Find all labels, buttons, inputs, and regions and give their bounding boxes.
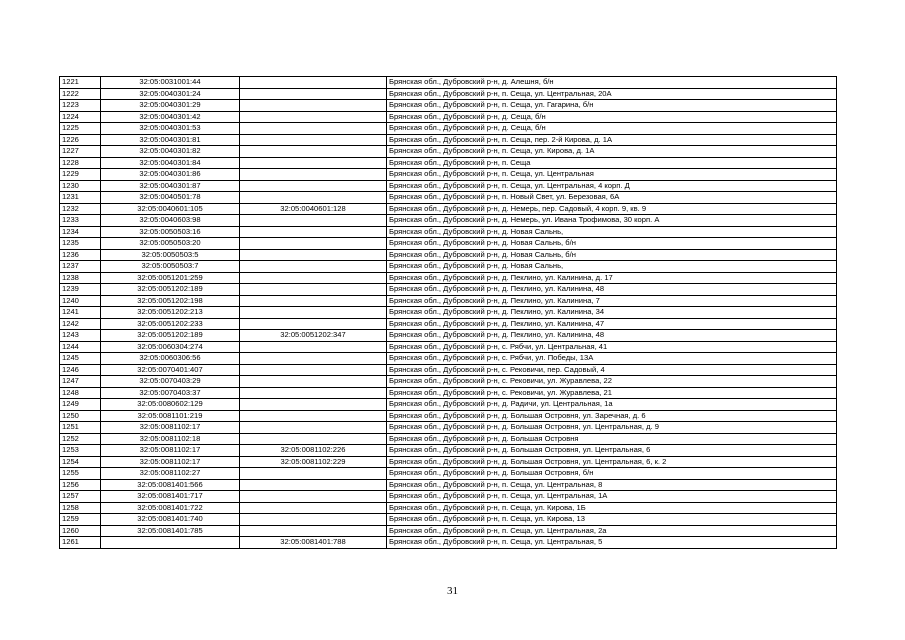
- property-table-body: [60, 77, 837, 549]
- row-number-cell: 1254: [60, 456, 101, 468]
- cadastral-number-cell: 32:05:0040301:29: [101, 100, 240, 112]
- parent-cadastral-number-cell: [240, 376, 387, 388]
- parent-cadastral-number-cell: [240, 123, 387, 135]
- cadastral-number-cell: 32:05:0040301:81: [101, 134, 240, 146]
- row-number-cell: 1261: [60, 537, 101, 549]
- address-cell: Брянская обл., Дубровский р-н, п. Сеща, ул. Центральная, 4 корп. Д: [387, 180, 837, 192]
- parent-cadastral-number-cell: [240, 215, 387, 227]
- row-number-cell: 1236: [60, 249, 101, 261]
- row-number-cell: 1245: [60, 353, 101, 365]
- parent-cadastral-number-cell: [240, 468, 387, 480]
- cadastral-number-cell: 32:05:0031001:44: [101, 77, 240, 89]
- cadastral-number-cell: 32:05:0070403:37: [101, 387, 240, 399]
- row-number-cell: 1252: [60, 433, 101, 445]
- table-row: [60, 318, 837, 330]
- table-row: [60, 238, 837, 250]
- table-row: [60, 157, 837, 169]
- table-row: [60, 100, 837, 112]
- parent-cadastral-number-cell: [240, 284, 387, 296]
- cadastral-number-cell: 32:05:0040501:78: [101, 192, 240, 204]
- address-cell: Брянская обл., Дубровский р-н, д. Пеклино, ул. Калинина, 48: [387, 330, 837, 342]
- row-number-cell: 1243: [60, 330, 101, 342]
- parent-cadastral-number-cell: [240, 399, 387, 411]
- parent-cadastral-number-cell: [240, 192, 387, 204]
- address-cell: Брянская обл., Дубровский р-н, п. Сеща, ул. Центральная, 5: [387, 537, 837, 549]
- row-number-cell: 1222: [60, 88, 101, 100]
- table-row: [60, 215, 837, 227]
- cadastral-number-cell: 32:05:0081102:27: [101, 468, 240, 480]
- cadastral-number-cell: 32:05:0050503:20: [101, 238, 240, 250]
- parent-cadastral-number-cell: 32:05:0040601:128: [240, 203, 387, 215]
- table-row: [60, 399, 837, 411]
- parent-cadastral-number-cell: [240, 180, 387, 192]
- parent-cadastral-number-cell: [240, 77, 387, 89]
- parent-cadastral-number-cell: [240, 410, 387, 422]
- page-number: 31: [447, 585, 458, 597]
- cadastral-number-cell: 32:05:0040301:86: [101, 169, 240, 181]
- table-row: [60, 284, 837, 296]
- row-number-cell: 1244: [60, 341, 101, 353]
- address-cell: Брянская обл., Дубровский р-н, с. Рябчи, ул. Победы, 13А: [387, 353, 837, 365]
- address-cell: Брянская обл., Дубровский р-н, д. Большая Островня: [387, 433, 837, 445]
- table-row: [60, 330, 837, 342]
- cadastral-number-cell: 32:05:0040301:42: [101, 111, 240, 123]
- parent-cadastral-number-cell: [240, 226, 387, 238]
- parent-cadastral-number-cell: 32:05:0081401:788: [240, 537, 387, 549]
- address-cell: Брянская обл., Дубровский р-н, д. Большая Островня, ул. Центральная, 6: [387, 445, 837, 457]
- cadastral-number-cell: 32:05:0081101:219: [101, 410, 240, 422]
- row-number-cell: 1255: [60, 468, 101, 480]
- row-number-cell: 1228: [60, 157, 101, 169]
- address-cell: Брянская обл., Дубровский р-н, п. Сеща, ул. Гагарина, б/н: [387, 100, 837, 112]
- table-row: [60, 111, 837, 123]
- cadastral-number-cell: 32:05:0040301:82: [101, 146, 240, 158]
- address-cell: Брянская обл., Дубровский р-н, д. Большая Островня, б/н: [387, 468, 837, 480]
- cadastral-number-cell: 32:05:0051202:189: [101, 330, 240, 342]
- cadastral-number-cell: 32:05:0080602:129: [101, 399, 240, 411]
- row-number-cell: 1259: [60, 514, 101, 526]
- cadastral-number-cell: 32:05:0051202:233: [101, 318, 240, 330]
- cadastral-number-cell: 32:05:0060306:56: [101, 353, 240, 365]
- row-number-cell: 1237: [60, 261, 101, 273]
- cadastral-number-cell: 32:05:0081102:18: [101, 433, 240, 445]
- address-cell: Брянская обл., Дубровский р-н, с. Рековичи, пер. Садовый, 4: [387, 364, 837, 376]
- address-cell: Брянская обл., Дубровский р-н, п. Новый Свет, ул. Березовая, 6А: [387, 192, 837, 204]
- cadastral-number-cell: 32:05:0040601:105: [101, 203, 240, 215]
- row-number-cell: 1230: [60, 180, 101, 192]
- row-number-cell: 1248: [60, 387, 101, 399]
- cadastral-number-cell: 32:05:0081102:17: [101, 456, 240, 468]
- table-row: [60, 169, 837, 181]
- row-number-cell: 1258: [60, 502, 101, 514]
- cadastral-number-cell: 32:05:0050503:16: [101, 226, 240, 238]
- row-number-cell: 1241: [60, 307, 101, 319]
- cadastral-number-cell: 32:05:0040301:87: [101, 180, 240, 192]
- address-cell: Брянская обл., Дубровский р-н, п. Сеща, ул. Центральная, 2а: [387, 525, 837, 537]
- parent-cadastral-number-cell: [240, 318, 387, 330]
- row-number-cell: 1251: [60, 422, 101, 434]
- table-row: [60, 537, 837, 549]
- address-cell: Брянская обл., Дубровский р-н, д. Пеклино, ул. Калинина, д. 17: [387, 272, 837, 284]
- row-number-cell: 1225: [60, 123, 101, 135]
- cadastral-number-cell: 32:05:0081401:722: [101, 502, 240, 514]
- parent-cadastral-number-cell: [240, 502, 387, 514]
- table-row: [60, 295, 837, 307]
- row-number-cell: 1221: [60, 77, 101, 89]
- row-number-cell: 1257: [60, 491, 101, 503]
- cadastral-number-cell: 32:05:0081102:17: [101, 445, 240, 457]
- table-row: [60, 146, 837, 158]
- parent-cadastral-number-cell: [240, 100, 387, 112]
- row-number-cell: 1235: [60, 238, 101, 250]
- address-cell: Брянская обл., Дубровский р-н, п. Сеща, ул. Центральная, 1А: [387, 491, 837, 503]
- parent-cadastral-number-cell: [240, 514, 387, 526]
- address-cell: Брянская обл., Дубровский р-н, с. Рековичи, ул. Журавлева, 21: [387, 387, 837, 399]
- table-row: [60, 491, 837, 503]
- table-row: [60, 514, 837, 526]
- address-cell: Брянская обл., Дубровский р-н, с. Рековичи, ул. Журавлева, 22: [387, 376, 837, 388]
- row-number-cell: 1240: [60, 295, 101, 307]
- cadastral-number-cell: 32:05:0051202:198: [101, 295, 240, 307]
- table-row: [60, 261, 837, 273]
- address-cell: Брянская обл., Дубровский р-н, д. Алешня, б/н: [387, 77, 837, 89]
- table-row: [60, 88, 837, 100]
- parent-cadastral-number-cell: [240, 272, 387, 284]
- row-number-cell: 1247: [60, 376, 101, 388]
- table-row: [60, 445, 837, 457]
- address-cell: Брянская обл., Дубровский р-н, д. Сеща, б/н: [387, 123, 837, 135]
- cadastral-number-cell: 32:05:0070401:407: [101, 364, 240, 376]
- table-row: [60, 77, 837, 89]
- row-number-cell: 1232: [60, 203, 101, 215]
- parent-cadastral-number-cell: [240, 422, 387, 434]
- table-row: [60, 468, 837, 480]
- address-cell: Брянская обл., Дубровский р-н, п. Сеща: [387, 157, 837, 169]
- address-cell: Брянская обл., Дубровский р-н, д. Немерь, ул. Ивана Трофимова, 30 корп. А: [387, 215, 837, 227]
- parent-cadastral-number-cell: 32:05:0051202:347: [240, 330, 387, 342]
- address-cell: Брянская обл., Дубровский р-н, п. Сеща, ул. Центральная, 8: [387, 479, 837, 491]
- parent-cadastral-number-cell: [240, 387, 387, 399]
- address-cell: Брянская обл., Дубровский р-н, д. Радичи, ул. Центральная, 1а: [387, 399, 837, 411]
- address-cell: Брянская обл., Дубровский р-н, д. Пеклино, ул. Калинина, 34: [387, 307, 837, 319]
- row-number-cell: 1234: [60, 226, 101, 238]
- parent-cadastral-number-cell: [240, 341, 387, 353]
- row-number-cell: 1250: [60, 410, 101, 422]
- address-cell: Брянская обл., Дубровский р-н, д. Пеклино, ул. Калинина, 7: [387, 295, 837, 307]
- cadastral-number-cell: 32:05:0081401:717: [101, 491, 240, 503]
- row-number-cell: 1242: [60, 318, 101, 330]
- row-number-cell: 1260: [60, 525, 101, 537]
- parent-cadastral-number-cell: [240, 491, 387, 503]
- table-row: [60, 134, 837, 146]
- cadastral-number-cell: 32:05:0081102:17: [101, 422, 240, 434]
- address-cell: Брянская обл., Дубровский р-н, д. Новая Сальнь,: [387, 226, 837, 238]
- row-number-cell: 1229: [60, 169, 101, 181]
- address-cell: Брянская обл., Дубровский р-н, п. Сеща, ул. Кирова, 13: [387, 514, 837, 526]
- parent-cadastral-number-cell: [240, 111, 387, 123]
- table-row: [60, 180, 837, 192]
- address-cell: Брянская обл., Дубровский р-н, д. Новая Сальнь, б/н: [387, 249, 837, 261]
- cadastral-number-cell: 32:05:0050503:5: [101, 249, 240, 261]
- cadastral-number-cell: 32:05:0081401:785: [101, 525, 240, 537]
- address-cell: Брянская обл., Дубровский р-н, д. Большая Островня, ул. Заречная, д. 6: [387, 410, 837, 422]
- parent-cadastral-number-cell: [240, 295, 387, 307]
- cadastral-number-cell: 32:05:0081401:566: [101, 479, 240, 491]
- parent-cadastral-number-cell: 32:05:0081102:229: [240, 456, 387, 468]
- table-row: [60, 410, 837, 422]
- address-cell: Брянская обл., Дубровский р-н, д. Немерь, пер. Садовый, 4 корп. 9, кв. 9: [387, 203, 837, 215]
- parent-cadastral-number-cell: [240, 134, 387, 146]
- cadastral-number-cell: 32:05:0040301:84: [101, 157, 240, 169]
- table-row: [60, 422, 837, 434]
- cadastral-number-cell: 32:05:0051201:259: [101, 272, 240, 284]
- parent-cadastral-number-cell: [240, 364, 387, 376]
- table-row: [60, 192, 837, 204]
- cadastral-number-cell: [101, 537, 240, 549]
- address-cell: Брянская обл., Дубровский р-н, д. Сеща, б/н: [387, 111, 837, 123]
- row-number-cell: 1226: [60, 134, 101, 146]
- table-row: [60, 307, 837, 319]
- address-cell: Брянская обл., Дубровский р-н, д. Новая Сальнь, б/н: [387, 238, 837, 250]
- property-table: [59, 76, 837, 549]
- parent-cadastral-number-cell: [240, 88, 387, 100]
- address-cell: Брянская обл., Дубровский р-н, д. Большая Островня, ул. Центральная, д. 9: [387, 422, 837, 434]
- address-cell: Брянская обл., Дубровский р-н, с. Рябчи, ул. Центральная, 41: [387, 341, 837, 353]
- parent-cadastral-number-cell: [240, 307, 387, 319]
- parent-cadastral-number-cell: [240, 238, 387, 250]
- parent-cadastral-number-cell: [240, 353, 387, 365]
- table-row: [60, 272, 837, 284]
- cadastral-number-cell: 32:05:0040301:24: [101, 88, 240, 100]
- cadastral-number-cell: 32:05:0051202:213: [101, 307, 240, 319]
- cadastral-number-cell: 32:05:0081401:740: [101, 514, 240, 526]
- row-number-cell: 1249: [60, 399, 101, 411]
- parent-cadastral-number-cell: [240, 433, 387, 445]
- parent-cadastral-number-cell: [240, 157, 387, 169]
- row-number-cell: 1233: [60, 215, 101, 227]
- table-row: [60, 364, 837, 376]
- parent-cadastral-number-cell: [240, 146, 387, 158]
- row-number-cell: 1223: [60, 100, 101, 112]
- row-number-cell: 1239: [60, 284, 101, 296]
- parent-cadastral-number-cell: [240, 169, 387, 181]
- table-row: [60, 353, 837, 365]
- table-row: [60, 387, 837, 399]
- table-row: [60, 341, 837, 353]
- row-number-cell: 1253: [60, 445, 101, 457]
- address-cell: Брянская обл., Дубровский р-н, п. Сеща, ул. Кирова, д. 1А: [387, 146, 837, 158]
- cadastral-number-cell: 32:05:0050503:7: [101, 261, 240, 273]
- cadastral-number-cell: 32:05:0060304:274: [101, 341, 240, 353]
- parent-cadastral-number-cell: [240, 249, 387, 261]
- row-number-cell: 1231: [60, 192, 101, 204]
- address-cell: Брянская обл., Дубровский р-н, п. Сеща, пер. 2-й Кирова, д. 1А: [387, 134, 837, 146]
- row-number-cell: 1246: [60, 364, 101, 376]
- table-row: [60, 433, 837, 445]
- table-row: [60, 456, 837, 468]
- address-cell: Брянская обл., Дубровский р-н, д. Пеклино, ул. Калинина, 48: [387, 284, 837, 296]
- address-cell: Брянская обл., Дубровский р-н, п. Сеща, ул. Кирова, 1Б: [387, 502, 837, 514]
- cadastral-number-cell: 32:05:0040301:53: [101, 123, 240, 135]
- table-row: [60, 249, 837, 261]
- cadastral-number-cell: 32:05:0040603:98: [101, 215, 240, 227]
- row-number-cell: 1238: [60, 272, 101, 284]
- cadastral-number-cell: 32:05:0070403:29: [101, 376, 240, 388]
- row-number-cell: 1224: [60, 111, 101, 123]
- address-cell: Брянская обл., Дубровский р-н, п. Сеща, ул. Центральная: [387, 169, 837, 181]
- address-cell: Брянская обл., Дубровский р-н, д. Новая Сальнь,: [387, 261, 837, 273]
- parent-cadastral-number-cell: [240, 525, 387, 537]
- table-row: [60, 479, 837, 491]
- address-cell: Брянская обл., Дубровский р-н, д. Большая Островня, ул. Центральная, 6, к. 2: [387, 456, 837, 468]
- cadastral-number-cell: 32:05:0051202:189: [101, 284, 240, 296]
- row-number-cell: 1227: [60, 146, 101, 158]
- table-row: [60, 376, 837, 388]
- address-cell: Брянская обл., Дубровский р-н, п. Сеща, ул. Центральная, 20А: [387, 88, 837, 100]
- parent-cadastral-number-cell: [240, 479, 387, 491]
- table-row: [60, 226, 837, 238]
- parent-cadastral-number-cell: [240, 261, 387, 273]
- parent-cadastral-number-cell: 32:05:0081102:226: [240, 445, 387, 457]
- table-row: [60, 123, 837, 135]
- table-row: [60, 203, 837, 215]
- address-cell: Брянская обл., Дубровский р-н, д. Пеклино, ул. Калинина, 47: [387, 318, 837, 330]
- row-number-cell: 1256: [60, 479, 101, 491]
- table-row: [60, 502, 837, 514]
- table-row: [60, 525, 837, 537]
